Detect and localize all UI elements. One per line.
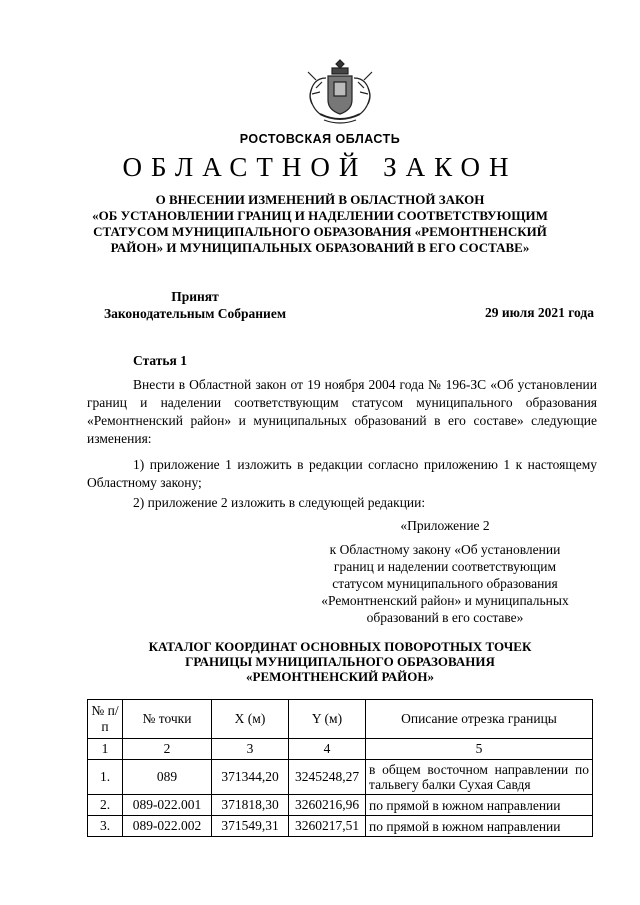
table-cell: 2	[123, 739, 212, 760]
table-cell: 4	[289, 739, 366, 760]
table-cell: 2.	[88, 795, 123, 816]
appendix-line: границ и наделении соответствующим	[333, 559, 557, 574]
adoption-block	[80, 288, 310, 322]
col-header-y: Y (м)	[289, 700, 366, 739]
table-row	[88, 795, 593, 816]
table-cell: 3	[212, 739, 289, 760]
table-cell: 3.	[88, 816, 123, 837]
article-title: Статья 1	[133, 353, 187, 368]
table-cell: 371818,30	[212, 795, 289, 816]
table-cell: 1.	[88, 760, 123, 795]
col-header-point: № точки	[123, 700, 212, 739]
coat-of-arms-icon	[302, 58, 378, 128]
table-cell: 371549,31	[212, 816, 289, 837]
subtitle-line: О ВНЕСЕНИИ ИЗМЕНЕНИЙ В ОБЛАСТНОЙ ЗАКОН	[155, 192, 485, 207]
adopted-label: Принят	[171, 289, 219, 304]
region-name: РОСТОВСКАЯ ОБЛАСТЬ	[239, 132, 401, 146]
table-cell: по прямой в южном направлении	[366, 816, 593, 837]
col-header-x: X (м)	[212, 700, 289, 739]
subtitle-line: «ОБ УСТАНОВЛЕНИИ ГРАНИЦ И НАДЕЛЕНИИ СООТВЕТСТВУЮЩИМ	[92, 208, 548, 223]
adopted-by: Законодательным Собранием	[103, 306, 287, 321]
adoption-date: 29 июля 2021 года	[485, 305, 594, 320]
table-cell: 371344,20	[212, 760, 289, 795]
table-cell: по прямой в южном направлении	[366, 795, 593, 816]
table-cell: в общем восточном направлении по тальвегу балки Сухая Савдя	[366, 760, 593, 795]
table-header-row	[88, 700, 593, 739]
appendix-title: «Приложение 2	[400, 518, 490, 533]
appendix-line: к Областному закону «Об установлении	[329, 542, 561, 557]
appendix-line: образований в его составе»	[366, 610, 524, 625]
table-cell: 089-022.002	[123, 816, 212, 837]
col-header-description: Описание отрезка границы	[366, 700, 593, 739]
article-intro: Внести в Областной закон от 19 ноября 2004 года № 196-ЗС «Об установлении границ и наделении соответствующим статусом муниципального образования «Ремонтненский район» и муниципальных образований в его составе» следующие изменения:	[87, 377, 597, 446]
table-cell: 1	[88, 739, 123, 760]
subtitle-line: СТАТУСОМ МУНИЦИПАЛЬНОГО ОБРАЗОВАНИЯ «РЕМОНТНЕНСКИЙ	[93, 224, 547, 239]
table-cell: 3245248,27	[289, 760, 366, 795]
subtitle-line: РАЙОН» И МУНИЦИПАЛЬНЫХ ОБРАЗОВАНИЙ В ЕГО СОСТАВЕ»	[110, 240, 530, 255]
catalog-title-line: ГРАНИЦЫ МУНИЦИПАЛЬНОГО ОБРАЗОВАНИЯ	[185, 654, 495, 669]
table-numbering-row	[88, 739, 593, 760]
article-item-2: 2) приложение 2 изложить в следующей редакции:	[133, 495, 426, 510]
catalog-title	[90, 639, 590, 684]
table-row	[88, 816, 593, 837]
appendix-line: «Ремонтненский район» и муниципальных	[321, 593, 569, 608]
catalog-title-line: «РЕМОНТНЕНСКИЙ РАЙОН»	[246, 669, 434, 684]
table-cell: 3260216,96	[289, 795, 366, 816]
appendix-line: статусом муниципального образования	[332, 576, 558, 591]
law-title: ОБЛАСТНОЙ ЗАКОН	[122, 152, 518, 182]
law-subtitle	[60, 192, 580, 256]
col-header-number: № п/п	[88, 700, 123, 739]
table-cell: 3260217,51	[289, 816, 366, 837]
table-cell: 5	[366, 739, 593, 760]
coordinates-table	[87, 699, 593, 837]
table-cell: 089	[123, 760, 212, 795]
table-row	[88, 760, 593, 795]
appendix-reference	[300, 541, 590, 626]
article-item-1: 1) приложение 1 изложить в редакции согласно приложению 1 к настоящему Областному закону;	[87, 457, 597, 490]
catalog-title-line: КАТАЛОГ КООРДИНАТ ОСНОВНЫХ ПОВОРОТНЫХ ТОЧЕК	[148, 639, 532, 654]
table-cell: 089-022.001	[123, 795, 212, 816]
